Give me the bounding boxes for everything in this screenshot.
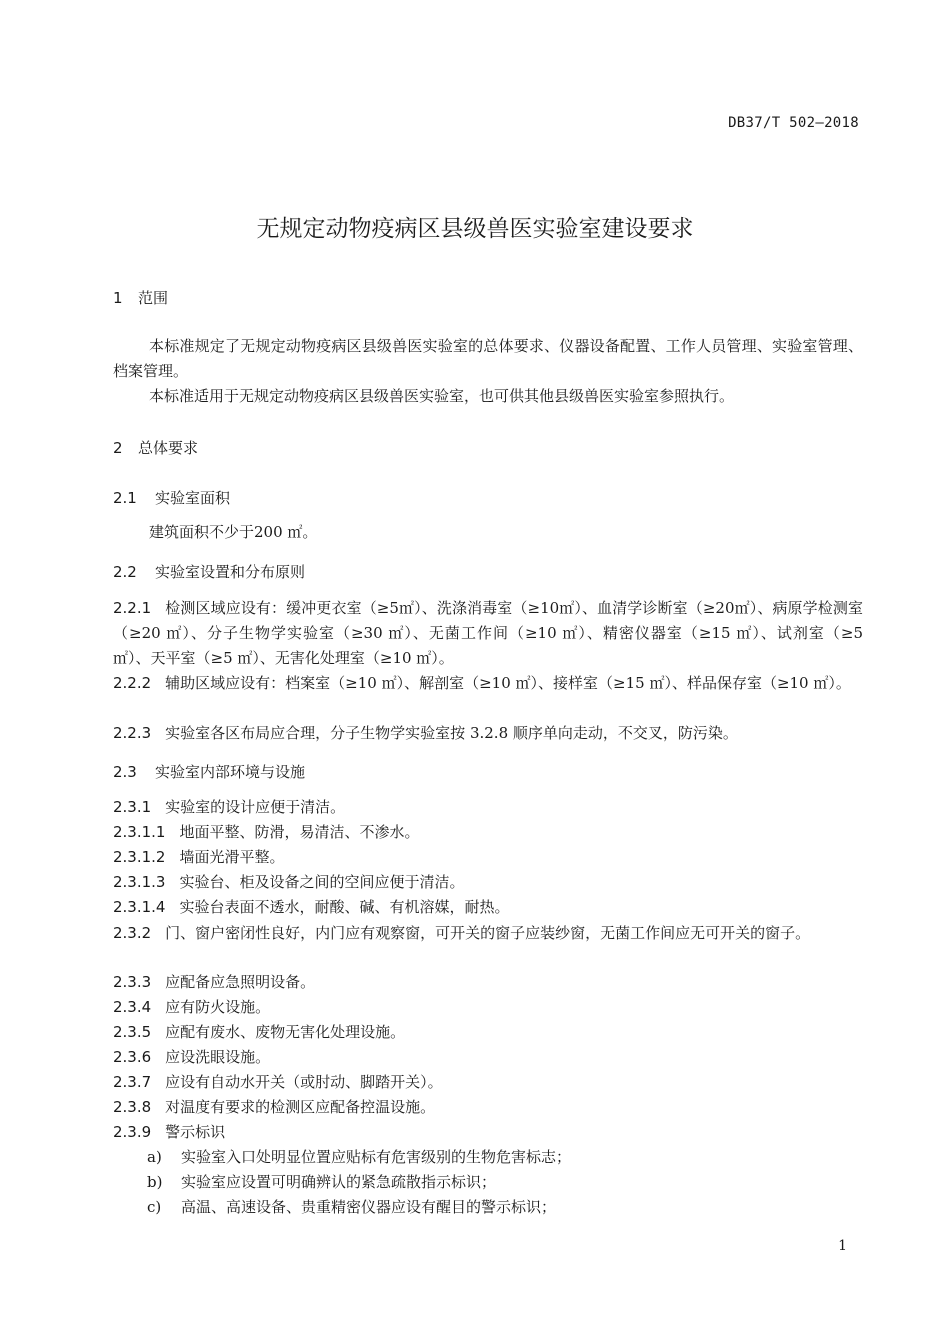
clause-text: 辅助区域应设有：档案室（≥10 ㎡）、解剖室（≥10 ㎡）、接样室（≥15 ㎡）、样品保存室（≥10 ㎡）。 bbox=[165, 674, 851, 692]
section-number: 2.2 bbox=[113, 563, 137, 581]
clause-number: 2.3.7 bbox=[113, 1073, 152, 1091]
clause-text: 门、窗户密闭性良好，内门应有观察窗，可开关的窗子应装纱窗，无菌工作间应无可开关的窗子。 bbox=[165, 924, 811, 942]
clause-2-3-2 bbox=[113, 921, 863, 946]
clause-2-3-4 bbox=[113, 996, 270, 1017]
clause-number: 2.3.5 bbox=[113, 1023, 152, 1041]
clause-text: 检测区域应设有：缓冲更衣室（≥5㎡）、洗涤消毒室（≥10㎡）、血清学诊断室（≥20㎡）、病原学检测室（≥20 ㎡）、分子生物学实验室（≥30 ㎡）、无菌工作间（≥10 ㎡）、精密仪器室（≥15 ㎡）、试剂室（≥5 ㎡）、天平室（≥5 ㎡）、无害化处理室（≥10 ㎡）。 bbox=[113, 599, 863, 667]
clause-number: 2.3.1.3 bbox=[113, 873, 166, 891]
scope-paragraph-2: 本标准适用于无规定动物疫病区县级兽医实验室，也可供其他县级兽医实验室参照执行。 bbox=[149, 387, 735, 405]
clause-text: 地面平整、防滑，易清洁、不渗水。 bbox=[179, 823, 420, 841]
list-marker: b) bbox=[147, 1173, 163, 1191]
list-item-text: 实验室应设置可明确辨认的紧急疏散指示标识； bbox=[181, 1173, 497, 1191]
list-marker: a) bbox=[147, 1148, 162, 1166]
scope-paragraph-1: 本标准规定了无规定动物疫病区县级兽医实验室的总体要求、仪器设备配置、工作人员管理、实验室管理、档案管理。 bbox=[113, 337, 863, 380]
clause-2-3-1-2 bbox=[113, 846, 285, 867]
section-title: 实验室设置和分布原则 bbox=[155, 563, 306, 581]
clause-number: 2.3.1.2 bbox=[113, 848, 166, 866]
area-requirement: 建筑面积不少于200 ㎡。 bbox=[149, 523, 318, 541]
clause-2-2-3 bbox=[113, 721, 863, 746]
section-2-heading bbox=[113, 437, 198, 458]
clause-text: 墙面光滑平整。 bbox=[179, 848, 285, 866]
clause-number: 2.3.2 bbox=[113, 924, 152, 942]
page-number: 1 bbox=[838, 1238, 847, 1254]
section-2-3-heading bbox=[113, 761, 305, 782]
clause-number: 2.3.3 bbox=[113, 973, 152, 991]
section-number: 2 bbox=[113, 439, 123, 457]
clause-2-3-6 bbox=[113, 1046, 270, 1067]
section-number: 2.3 bbox=[113, 763, 137, 781]
list-item bbox=[147, 1171, 496, 1192]
clause-text: 实验台表面不透水，耐酸、碱、有机溶媒，耐热。 bbox=[179, 898, 510, 916]
clause-number: 2.3.1.4 bbox=[113, 898, 166, 916]
clause-text: 警示标识 bbox=[165, 1123, 226, 1141]
section-title: 实验室内部环境与设施 bbox=[155, 763, 306, 781]
clause-number: 2.3.6 bbox=[113, 1048, 152, 1066]
clause-text: 对温度有要求的检测区应配备控温设施。 bbox=[165, 1098, 436, 1116]
clause-2-3-1 bbox=[113, 796, 345, 817]
clause-text: 实验室各区布局应合理，分子生物学实验室按 3.2.8 顺序单向走动，不交叉，防污染。 bbox=[165, 724, 738, 742]
clause-number: 2.3.9 bbox=[113, 1123, 152, 1141]
clause-2-3-1-4 bbox=[113, 896, 510, 917]
clause-number: 2.3.1 bbox=[113, 798, 152, 816]
list-marker: c) bbox=[147, 1198, 162, 1216]
clause-text: 应有防火设施。 bbox=[165, 998, 271, 1016]
clause-number: 2.2.3 bbox=[113, 724, 152, 742]
clause-2-3-5 bbox=[113, 1021, 405, 1042]
clause-2-2-1 bbox=[113, 596, 863, 671]
clause-text: 实验室的设计应便于清洁。 bbox=[165, 798, 346, 816]
clause-2-3-8 bbox=[113, 1096, 435, 1117]
section-number: 2.1 bbox=[113, 489, 137, 507]
clause-number: 2.3.4 bbox=[113, 998, 152, 1016]
clause-text: 应设洗眼设施。 bbox=[165, 1048, 271, 1066]
section-title: 总体要求 bbox=[138, 439, 199, 457]
section-2-2-heading bbox=[113, 561, 305, 582]
clause-2-3-7 bbox=[113, 1071, 443, 1092]
clause-text: 应配有废水、废物无害化处理设施。 bbox=[165, 1023, 406, 1041]
clause-number: 2.3.1.1 bbox=[113, 823, 166, 841]
section-2-1-heading bbox=[113, 487, 230, 508]
list-item bbox=[147, 1196, 556, 1217]
document-title: 无规定动物疫病区县级兽医实验室建设要求 bbox=[256, 216, 694, 242]
clause-text: 应配备应急照明设备。 bbox=[165, 973, 316, 991]
clause-2-3-1-3 bbox=[113, 871, 465, 892]
clause-text: 应设有自动水开关（或肘动、脚踏开关）。 bbox=[165, 1073, 443, 1091]
list-item-text: 高温、高速设备、贵重精密仪器应设有醒目的警示标识； bbox=[181, 1198, 557, 1216]
clause-2-3-3 bbox=[113, 971, 315, 992]
section-number: 1 bbox=[113, 289, 123, 307]
clause-2-3-9 bbox=[113, 1121, 225, 1142]
clause-2-2-2 bbox=[113, 671, 863, 696]
standard-number: DB37/T 502—2018 bbox=[728, 115, 859, 131]
clause-number: 2.2.2 bbox=[113, 674, 152, 692]
section-title: 实验室面积 bbox=[155, 489, 231, 507]
clause-number: 2.2.1 bbox=[113, 599, 152, 617]
section-1-heading bbox=[113, 287, 168, 308]
clause-number: 2.3.8 bbox=[113, 1098, 152, 1116]
section-title: 范围 bbox=[138, 289, 169, 307]
clause-2-3-1-1 bbox=[113, 821, 420, 842]
clause-text: 实验台、柜及设备之间的空间应便于清洁。 bbox=[179, 873, 465, 891]
list-item-text: 实验室入口处明显位置应贴标有危害级别的生物危害标志； bbox=[181, 1148, 572, 1166]
list-item bbox=[147, 1146, 571, 1167]
